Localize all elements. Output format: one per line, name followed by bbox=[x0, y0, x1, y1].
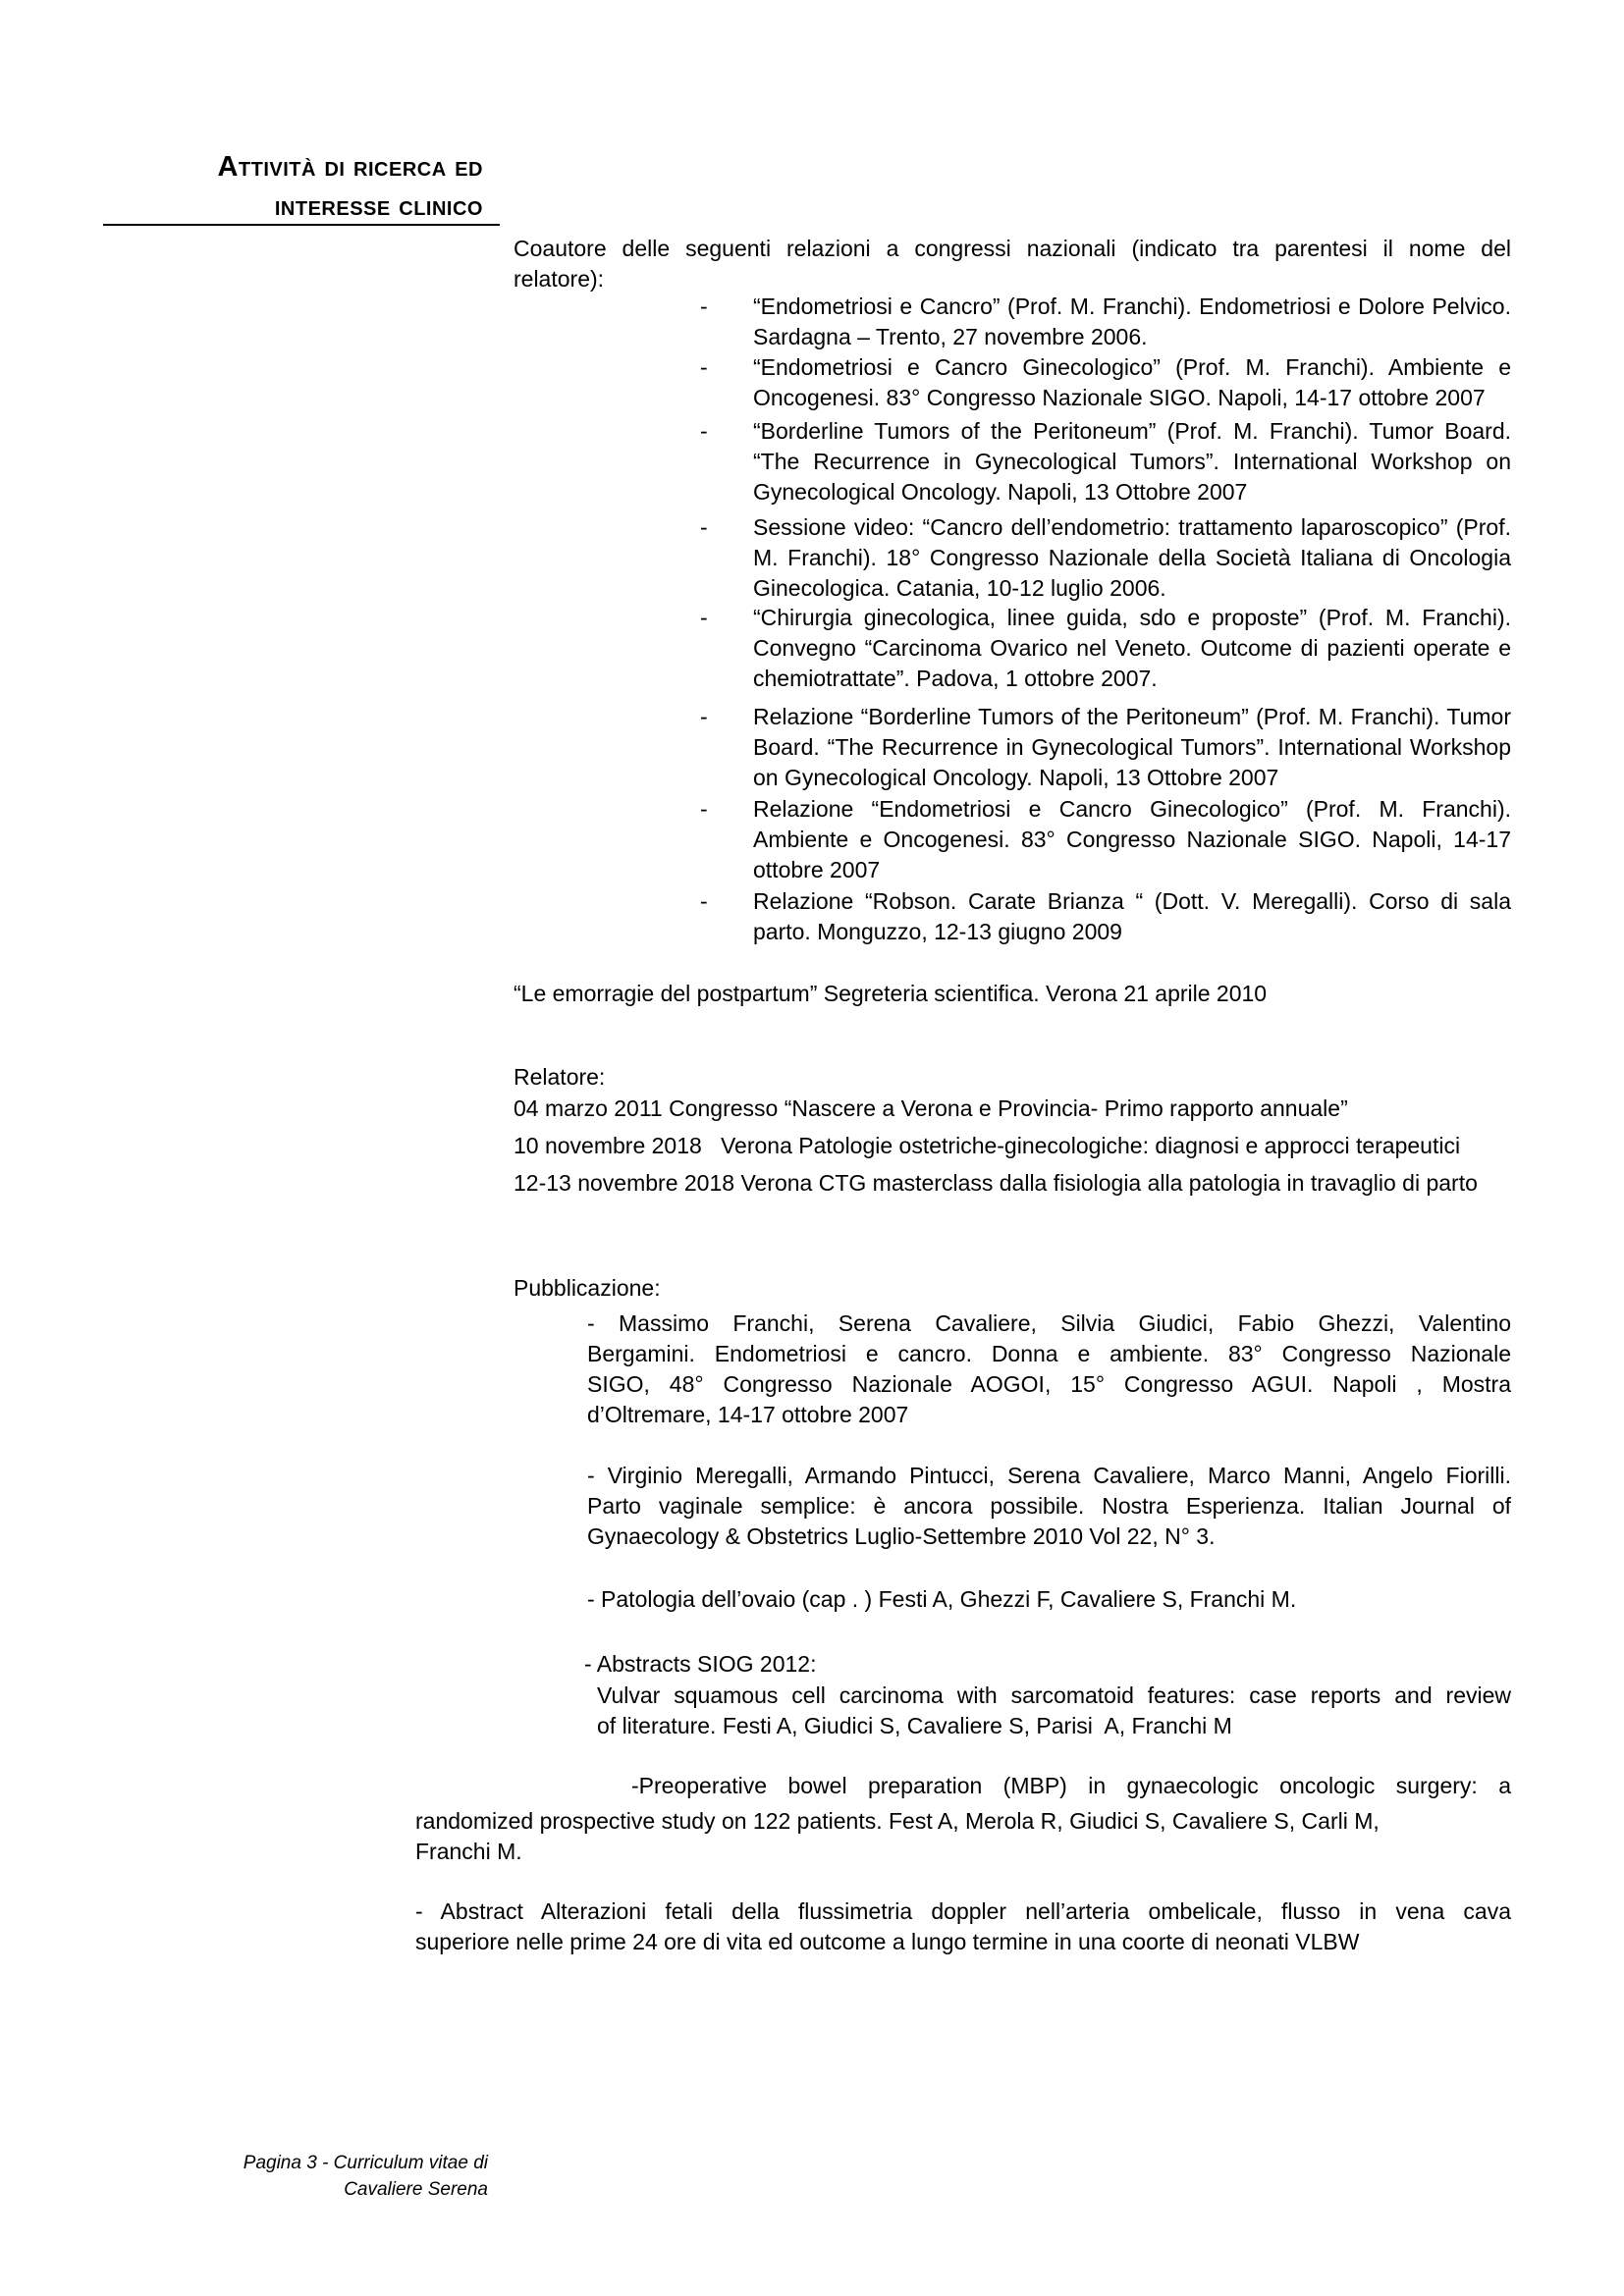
heading-underline bbox=[103, 224, 500, 226]
bullet-dash: - bbox=[700, 514, 708, 540]
text-line: - Virginio Meregalli, Armando Pintucci, Serena Cavaliere, Marco Manni, Angelo Fiorilli. bbox=[587, 1463, 1511, 1488]
note-emorragie: “Le emorragie del postpartum” Segreteria scientifica. Verona 21 aprile 2010 bbox=[514, 981, 1268, 1006]
text-line: “Chirurgia ginecologica, linee guida, sdo e proposte” (Prof. M. Franchi). bbox=[753, 605, 1511, 630]
presentation-item-text bbox=[753, 416, 1511, 507]
bullet-dash: - bbox=[700, 796, 708, 822]
text-line: Relazione “Borderline Tumors of the Peritoneum” (Prof. M. Franchi). Tumor bbox=[753, 704, 1511, 729]
section-heading-line-2: interesse clinico bbox=[274, 190, 483, 222]
text-line: Sessione video: “Cancro dell’endometrio: trattamento laparoscopico” (Prof. bbox=[753, 514, 1511, 540]
presentation-item-text bbox=[753, 603, 1511, 694]
presentation-item-text bbox=[753, 794, 1511, 885]
text-line: of literature. Festi A, Giudici S, Cavaliere S, Parisi A, Franchi M bbox=[597, 1713, 1232, 1738]
presentation-item-text bbox=[753, 886, 1511, 947]
bullet-dash: - bbox=[700, 294, 708, 319]
text-line: Convegno “Carcinoma Ovarico nel Veneto. Outcome di pazienti operate e bbox=[753, 635, 1511, 661]
relatore-event: 10 novembre 2018 Verona Patologie ostetriche-ginecologiche: diagnosi e approcci terapeutici bbox=[514, 1133, 1461, 1158]
publication-paragraph bbox=[587, 1308, 1511, 1430]
text-line: Gynaecology & Obstetrics Luglio-Settembre 2010 Vol 22, N° 3. bbox=[587, 1523, 1216, 1549]
bullet-dash: - bbox=[700, 354, 708, 380]
text-line: M. Franchi). 18° Congresso Nazionale della Società Italiana di Oncologia bbox=[753, 545, 1511, 570]
publication-paragraph: - Abstracts SIOG 2012: bbox=[584, 1651, 817, 1677]
text-line: Board. “The Recurrence in Gynecological Tumors”. International Workshop bbox=[753, 734, 1511, 760]
presentation-item bbox=[700, 416, 1511, 507]
publication-paragraph bbox=[587, 1461, 1511, 1552]
presentation-item-text bbox=[753, 292, 1511, 352]
text-line: d’Oltremare, 14-17 ottobre 2007 bbox=[587, 1402, 909, 1427]
presentation-item-text bbox=[753, 702, 1511, 793]
publication-paragraph: -Preoperative bowel preparation (MBP) in gynaecologic oncologic surgery: a bbox=[631, 1773, 1511, 1798]
presentation-item bbox=[700, 886, 1511, 947]
text-line: Oncogenesi. 83° Congresso Nazionale SIGO. Napoli, 14-17 ottobre 2007 bbox=[753, 385, 1486, 410]
text-line: Relazione “Robson. Carate Brianza “ (Dott. V. Meregalli). Corso di sala bbox=[753, 888, 1511, 914]
text-line: Parto vaginale semplice: è ancora possibile. Nostra Esperienza. Italian Journal of bbox=[587, 1493, 1511, 1519]
section-heading bbox=[98, 147, 483, 226]
relatore-event: 12-13 novembre 2018 Verona CTG masterclass dalla fisiologia alla patologia in travaglio di parto bbox=[514, 1170, 1478, 1196]
presentation-item bbox=[700, 512, 1511, 604]
page-footer bbox=[152, 2150, 488, 2203]
presentation-item-text bbox=[753, 352, 1511, 413]
publication-paragraph: - Patologia dell’ovaio (cap . ) Festi A, Ghezzi F, Cavaliere S, Franchi M. bbox=[587, 1586, 1297, 1612]
text-line: SIGO, 48° Congresso Nazionale AOGOI, 15° Congresso AGUI. Napoli , Mostra bbox=[587, 1371, 1511, 1397]
text-line: parto. Monguzzo, 12-13 giugno 2009 bbox=[753, 919, 1122, 944]
text-line: Gynecological Oncology. Napoli, 13 Ottobre 2007 bbox=[753, 479, 1248, 505]
publication-paragraph bbox=[415, 1896, 1511, 1957]
presentation-item-text bbox=[753, 512, 1511, 604]
text-line: relatore): bbox=[514, 266, 605, 292]
text-line: - Massimo Franchi, Serena Cavaliere, Silvia Giudici, Fabio Ghezzi, Valentino bbox=[587, 1310, 1511, 1336]
text-line: Sardagna – Trento, 27 novembre 2006. bbox=[753, 324, 1148, 349]
pubblicazione-heading: Pubblicazione: bbox=[514, 1275, 661, 1301]
presentation-item bbox=[700, 292, 1511, 352]
text-line: superiore nelle prime 24 ore di vita ed outcome a lungo termine in una coorte di neonati VLBW bbox=[415, 1929, 1360, 1954]
footer-line-1: Pagina 3 - Curriculum vitae di bbox=[243, 2153, 488, 2173]
text-line: Ambiente e Oncogenesi. 83° Congresso Nazionale SIGO. Napoli, 14-17 bbox=[753, 827, 1511, 852]
intro-paragraph bbox=[514, 234, 1511, 294]
publication-paragraph: Franchi M. bbox=[415, 1839, 522, 1864]
relatore-event: 04 marzo 2011 Congresso “Nascere a Verona e Provincia- Primo rapporto annuale” bbox=[514, 1095, 1348, 1121]
bullet-dash: - bbox=[700, 418, 708, 444]
section-heading-line-1: Attività di ricerca ed bbox=[217, 151, 483, 183]
text-line: on Gynecological Oncology. Napoli, 13 Ottobre 2007 bbox=[753, 765, 1279, 790]
text-line: ottobre 2007 bbox=[753, 857, 881, 882]
text-line: Ginecologica. Catania, 10-12 luglio 2006. bbox=[753, 575, 1166, 601]
relatore-heading: Relatore: bbox=[514, 1064, 606, 1090]
text-line: “The Recurrence in Gynecological Tumors”. International Workshop on bbox=[753, 449, 1511, 474]
presentation-item bbox=[700, 794, 1511, 885]
text-line: Vulvar squamous cell carcinoma with sarcomatoid features: case reports and review bbox=[597, 1682, 1511, 1708]
footer-line-2: Cavaliere Serena bbox=[344, 2179, 488, 2200]
text-line: “Endometriosi e Cancro” (Prof. M. Franchi). Endometriosi e Dolore Pelvico. bbox=[753, 294, 1511, 319]
publication-paragraph: randomized prospective study on 122 patients. Fest A, Merola R, Giudici S, Cavaliere S, Carli M, bbox=[415, 1808, 1380, 1834]
bullet-dash: - bbox=[700, 704, 708, 729]
presentation-item bbox=[700, 702, 1511, 793]
bullet-dash: - bbox=[700, 888, 708, 914]
text-line: Coautore delle seguenti relazioni a congressi nazionali (indicato tra parentesi il nome del bbox=[514, 236, 1511, 261]
text-line: - Abstract Alterazioni fetali della flussimetria doppler nell’arteria ombelicale, flusso in vena cava bbox=[415, 1898, 1511, 1924]
publication-paragraph bbox=[597, 1681, 1511, 1741]
text-line: chemiotrattate”. Padova, 1 ottobre 2007. bbox=[753, 666, 1158, 691]
presentation-item bbox=[700, 352, 1511, 413]
bullet-dash: - bbox=[700, 605, 708, 630]
text-line: Bergamini. Endometriosi e cancro. Donna e ambiente. 83° Congresso Nazionale bbox=[587, 1341, 1511, 1366]
text-line: “Endometriosi e Cancro Ginecologico” (Prof. M. Franchi). Ambiente e bbox=[753, 354, 1511, 380]
text-line: Relazione “Endometriosi e Cancro Ginecologico” (Prof. M. Franchi). bbox=[753, 796, 1511, 822]
text-line: “Borderline Tumors of the Peritoneum” (Prof. M. Franchi). Tumor Board. bbox=[753, 418, 1511, 444]
presentation-item bbox=[700, 603, 1511, 694]
